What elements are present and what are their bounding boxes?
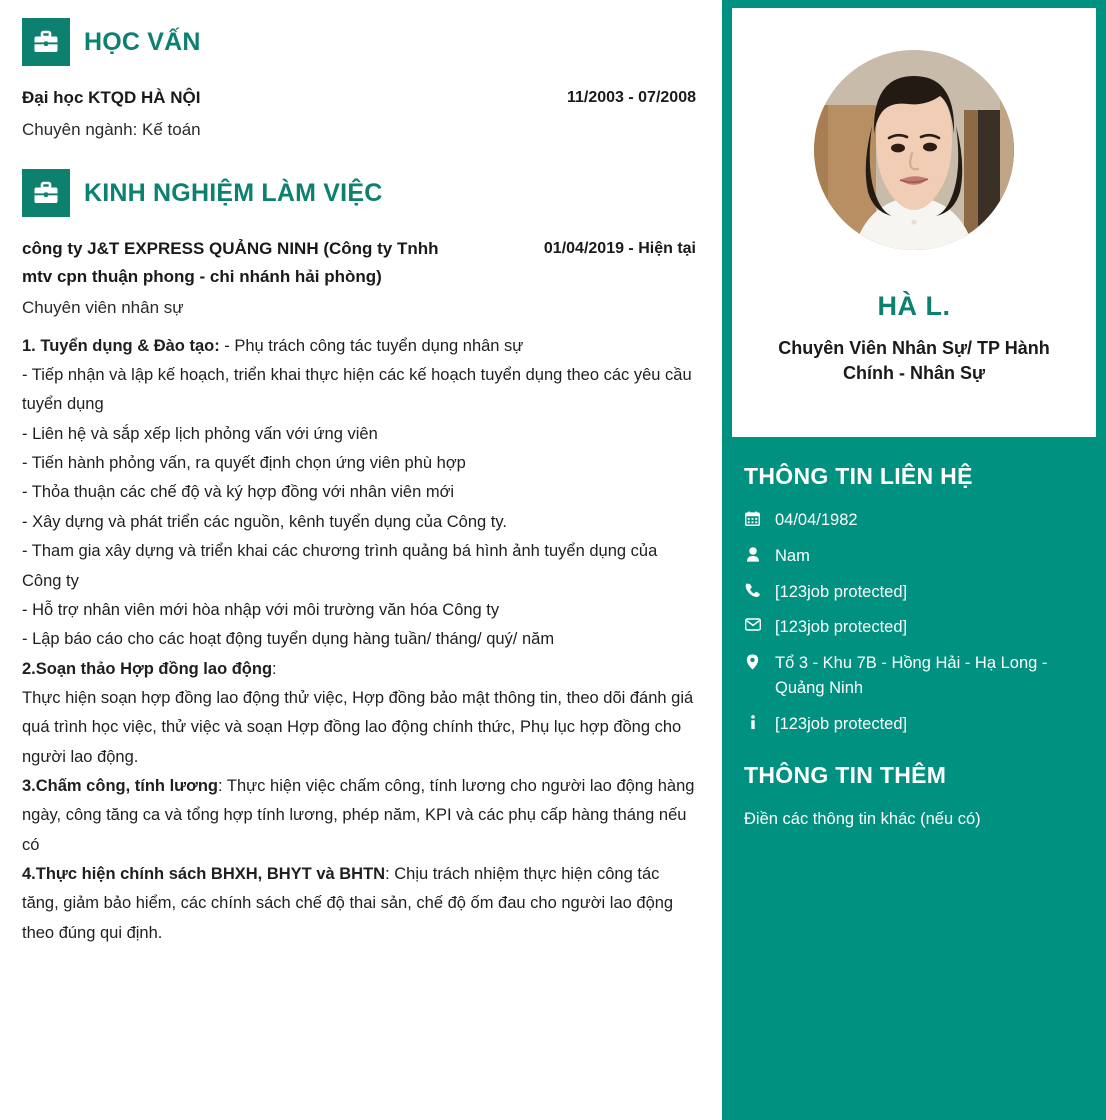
- education-section: [22, 18, 696, 143]
- person-icon: [744, 544, 761, 562]
- envelope-icon: [744, 615, 761, 631]
- experience-position: Chuyên viên nhân sự: [22, 298, 184, 318]
- experience-detail-line: - Tiếp nhận và lập kế hoạch, triển khai thực hiện các kế hoạch tuyển dụng theo các yêu cầu tuyển dụng: [22, 366, 692, 414]
- experience-detail-line: - Thỏa thuận các chế độ và ký hợp đồng với nhân viên mới: [22, 483, 455, 502]
- experience-detail-line: - Hỗ trợ nhân viên mới hòa nhập với môi trường văn hóa Công ty: [22, 600, 500, 619]
- education-header: [22, 18, 696, 66]
- experience-entry-row: [22, 235, 696, 290]
- info-icon: [744, 712, 761, 730]
- experience-detail-line: 2.Soạn thảo Hợp đồng lao động:: [22, 659, 277, 678]
- extra-note: Điền các thông tin khác (nếu có): [744, 810, 981, 829]
- experience-detail-line: 3.Chấm công, tính lương: Thực hiện việc chấm công, tính lương cho người lao động hàng ngày, công tăng ca và tổng hợp tính lương, phép năm, KPI và các phụ cấp hàng tháng nếu có: [22, 777, 695, 854]
- education-title: HỌC VẤN: [84, 27, 201, 56]
- contact-section: [722, 463, 1106, 832]
- experience-detail-line: - Tham gia xây dựng và triển khai các chương trình quảng bá hình ảnh tuyển dụng của Công ty: [22, 542, 658, 590]
- education-school: Đại học KTQD HÀ NỘI: [22, 88, 201, 107]
- experience-detail-line: Thực hiện soạn hợp đồng lao động thử việc, Hợp đồng bảo mật thông tin, theo dõi đánh giá quá trình học việc, thử việc và soạn Hợp đồng lao động chính thức, Phụ lục hợp đồng cho người lao động.: [22, 688, 694, 766]
- contact-row[interactable]: [744, 615, 1084, 640]
- contact-row[interactable]: [744, 651, 1084, 701]
- experience-title: KINH NGHIỆM LÀM VIỆC: [84, 178, 383, 207]
- contact-row[interactable]: [744, 544, 1084, 569]
- experience-header: [22, 169, 696, 217]
- contact-row[interactable]: [744, 712, 1084, 737]
- experience-company: công ty J&T EXPRESS QUẢNG NINH (Công ty Tnhh mtv cpn thuận phong - chi nhánh hải phòng): [22, 239, 439, 286]
- experience-section: [22, 169, 696, 948]
- education-major: Chuyên ngành: Kế toán: [22, 119, 201, 139]
- profile-card: [732, 8, 1096, 437]
- contact-value: Nam: [775, 546, 810, 565]
- contact-value: Tổ 3 - Khu 7B - Hồng Hải - Hạ Long - Quảng Ninh: [775, 654, 1048, 697]
- contact-list: [744, 508, 1084, 736]
- experience-date: 01/04/2019 - Hiện tại: [543, 240, 696, 258]
- contact-value: [123job protected]: [775, 582, 908, 601]
- contact-value: [123job protected]: [775, 714, 908, 733]
- briefcase-icon: [22, 18, 70, 66]
- sidebar: [722, 0, 1106, 1120]
- contact-section-title: THÔNG TIN LIÊN HỆ: [744, 463, 973, 489]
- extra-section-title: THÔNG TIN THÊM: [744, 762, 947, 789]
- contact-value: [123job protected]: [775, 618, 908, 637]
- candidate-role: Chuyên Viên Nhân Sự/ TP Hành Chính - Nhân Sự: [778, 337, 1050, 384]
- phone-icon: [744, 580, 761, 598]
- contact-value: 04/04/1982: [775, 511, 858, 529]
- contact-row[interactable]: [744, 508, 1084, 533]
- experience-details: [22, 332, 696, 949]
- education-date: 11/2003 - 07/2008: [566, 89, 696, 106]
- location-pin-icon: [744, 651, 761, 670]
- experience-detail-line: 1. Tuyển dụng & Đào tạo: - Phụ trách công tác tuyển dụng nhân sự: [22, 336, 524, 355]
- experience-detail-line: - Lập báo cáo cho các hoạt động tuyển dụng hàng tuần/ tháng/ quý/ năm: [22, 630, 555, 649]
- experience-detail-line: - Liên hệ và sắp xếp lịch phỏng vấn với ứng viên: [22, 424, 378, 443]
- education-entry: [22, 84, 696, 143]
- calendar-icon: [744, 508, 761, 526]
- candidate-photo: [814, 50, 1014, 250]
- contact-row[interactable]: [744, 580, 1084, 605]
- experience-detail-line: - Tiến hành phỏng vấn, ra quyết định chọn ứng viên phù hợp: [22, 454, 466, 473]
- candidate-name: HÀ L.: [877, 291, 951, 321]
- experience-detail-line: - Xây dựng và phát triển các nguồn, kênh tuyển dụng của Công ty.: [22, 512, 507, 531]
- briefcase-icon: [22, 169, 70, 217]
- experience-detail-line: 4.Thực hiện chính sách BHXH, BHYT và BHTN: Chịu trách nhiệm thực hiện công tác tăng, giảm bảo hiểm, các chính sách chế độ thai sản, chế độ ốm đau cho người lao động theo đúng qui định.: [22, 865, 674, 942]
- education-entry-row: [22, 84, 696, 112]
